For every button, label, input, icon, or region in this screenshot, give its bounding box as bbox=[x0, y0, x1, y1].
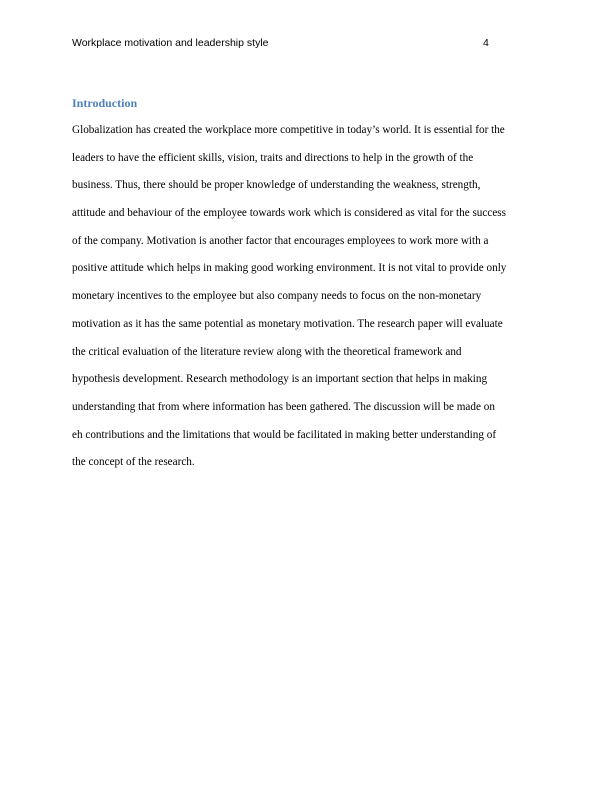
paragraph-line: business. Thus, there should be proper knowledge of understanding the weakness, strength, bbox=[72, 179, 481, 192]
paragraph-line: the concept of the research. bbox=[72, 456, 195, 469]
body-paragraph bbox=[72, 119, 542, 479]
paragraph-line: the critical evaluation of the literature review along with the theoretical framework and bbox=[72, 345, 462, 358]
paragraph-line: monetary incentives to the employee but also company needs to focus on the non-monetary bbox=[72, 290, 482, 303]
paragraph-line: motivation as it has the same potential as monetary motivation. The research paper will evaluate bbox=[72, 317, 503, 330]
paragraph-line: of the company. Motivation is another factor that encourages employees to work more with a bbox=[72, 234, 489, 247]
paragraph-line: attitude and behaviour of the employee towards work which is considered as vital for the success bbox=[72, 207, 507, 220]
paragraph-line: eh contributions and the limitations that would be facilitated in making better understanding of bbox=[72, 428, 497, 441]
section-heading: Introduction bbox=[72, 96, 138, 110]
paragraph-line: hypothesis development. Research methodology is an important section that helps in making bbox=[72, 373, 488, 386]
paragraph-line: understanding that from where information has been gathered. The discussion will be made on bbox=[72, 400, 495, 413]
page-number: 4 bbox=[483, 37, 489, 49]
paragraph-line: positive attitude which helps in making good working environment. It is not vital to provide only bbox=[72, 262, 507, 275]
running-head: Workplace motivation and leadership style bbox=[72, 37, 269, 49]
paragraph-line: leaders to have the efficient skills, vision, traits and directions to help in the growth of the bbox=[72, 151, 474, 164]
paragraph-line: Globalization has created the workplace more competitive in today’s world. It is essential for the bbox=[72, 124, 505, 136]
